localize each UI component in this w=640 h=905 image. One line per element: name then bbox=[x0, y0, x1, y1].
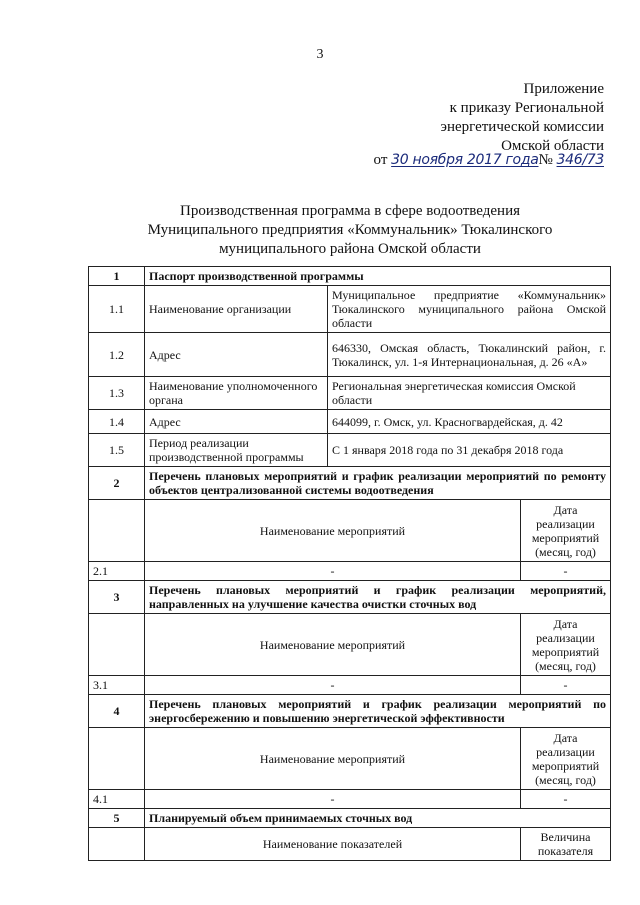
row-number: 2.1 bbox=[89, 562, 145, 581]
order-prefix: от bbox=[373, 152, 388, 168]
row-value: Муниципальное предприятие «Коммунальник» Тюкалинского муниципального района Омской области bbox=[328, 286, 611, 333]
section-title: Паспорт производственной программы bbox=[145, 267, 611, 286]
row-number: 3.1 bbox=[89, 676, 145, 695]
row-date: - bbox=[521, 562, 611, 581]
section-number: 4 bbox=[89, 695, 145, 728]
column-header-name: Наименование мероприятий bbox=[145, 500, 521, 562]
empty-cell bbox=[89, 614, 145, 676]
row-number: 4.1 bbox=[89, 790, 145, 809]
table-row bbox=[89, 410, 611, 434]
table-row bbox=[89, 286, 611, 333]
row-value: 644099, г. Омск, ул. Красногвардейская, д. 42 bbox=[328, 410, 611, 434]
table-row bbox=[89, 377, 611, 410]
appendix-block bbox=[441, 80, 604, 156]
section-title: Перечень плановых мероприятий и график реализации мероприятий по ремонту объектов централизованной системы водоотведения bbox=[145, 467, 611, 500]
row-number: 1.5 bbox=[89, 434, 145, 467]
section-header-row bbox=[89, 467, 611, 500]
section-number: 5 bbox=[89, 809, 145, 828]
row-number: 1.3 bbox=[89, 377, 145, 410]
section-header-row bbox=[89, 581, 611, 614]
row-value: - bbox=[145, 562, 521, 581]
order-date-handwritten: 30 ноября 2017 года bbox=[391, 152, 539, 168]
column-header-date: Дата реализации мероприятий (месяц, год) bbox=[521, 500, 611, 562]
row-date: - bbox=[521, 790, 611, 809]
column-header-name: Наименование мероприятий bbox=[145, 728, 521, 790]
column-header-date: Дата реализации мероприятий (месяц, год) bbox=[521, 614, 611, 676]
table-row bbox=[89, 562, 611, 581]
row-value: - bbox=[145, 790, 521, 809]
appendix-line: энергетической комиссии bbox=[440, 119, 604, 135]
section-header-row bbox=[89, 809, 611, 828]
document-title bbox=[100, 202, 600, 259]
row-value: Региональная энергетическая комиссия Омской области bbox=[328, 377, 611, 410]
section-title: Перечень плановых мероприятий и график реализации мероприятий по энергосбережению и повышению энергетической эффективности bbox=[145, 695, 611, 728]
section-number: 3 bbox=[89, 581, 145, 614]
section-number: 1 bbox=[89, 267, 145, 286]
order-number-sign: № bbox=[538, 152, 553, 168]
column-header-value: Величина показателя bbox=[521, 828, 611, 861]
row-date: - bbox=[521, 676, 611, 695]
row-label: Период реализации производственной программы bbox=[145, 434, 328, 467]
column-header-row bbox=[89, 728, 611, 790]
row-number: 1.2 bbox=[89, 333, 145, 377]
title-line: Муниципального предприятия «Коммунальник» Тюкалинского bbox=[147, 222, 553, 238]
empty-cell bbox=[89, 500, 145, 562]
row-value: - bbox=[145, 676, 521, 695]
row-label: Наименование уполномоченного органа bbox=[145, 377, 328, 410]
empty-cell bbox=[89, 728, 145, 790]
section-title: Перечень плановых мероприятий и график реализации мероприятий, направленных на улучшение качества очистки сточных вод bbox=[145, 581, 611, 614]
row-label: Наименование организации bbox=[145, 286, 328, 333]
empty-cell bbox=[89, 828, 145, 861]
row-value: С 1 января 2018 года по 31 декабря 2018 года bbox=[328, 434, 611, 467]
table-row bbox=[89, 333, 611, 377]
table-row bbox=[89, 790, 611, 809]
row-number: 1.1 bbox=[89, 286, 145, 333]
row-label: Адрес bbox=[145, 333, 328, 377]
section-number: 2 bbox=[89, 467, 145, 500]
order-reference bbox=[374, 152, 604, 169]
title-line: муниципального района Омской области bbox=[219, 241, 481, 257]
column-header-row bbox=[89, 500, 611, 562]
row-value: 646330, Омская область, Тюкалинский район, г. Тюкалинск, ул. 1-я Интернациональная, д. 26 «А» bbox=[328, 333, 611, 377]
column-header-name: Наименование мероприятий bbox=[145, 614, 521, 676]
section-header-row bbox=[89, 695, 611, 728]
appendix-line: Омской области bbox=[501, 138, 604, 154]
page-number: 3 bbox=[316, 47, 324, 62]
production-program-table bbox=[88, 266, 611, 861]
order-number-handwritten: 346/73 bbox=[556, 152, 604, 168]
column-header-date: Дата реализации мероприятий (месяц, год) bbox=[521, 728, 611, 790]
table-row bbox=[89, 676, 611, 695]
appendix-line: к приказу Региональной bbox=[449, 100, 604, 116]
row-number: 1.4 bbox=[89, 410, 145, 434]
section-title: Планируемый объем принимаемых сточных вод bbox=[145, 809, 611, 828]
column-header-name: Наименование показателей bbox=[145, 828, 521, 861]
section-header-row bbox=[89, 267, 611, 286]
row-label: Адрес bbox=[145, 410, 328, 434]
table-row bbox=[89, 434, 611, 467]
column-header-row bbox=[89, 614, 611, 676]
appendix-line: Приложение bbox=[523, 81, 604, 97]
column-header-row bbox=[89, 828, 611, 861]
title-line: Производственная программа в сфере водоотведения bbox=[179, 203, 520, 219]
